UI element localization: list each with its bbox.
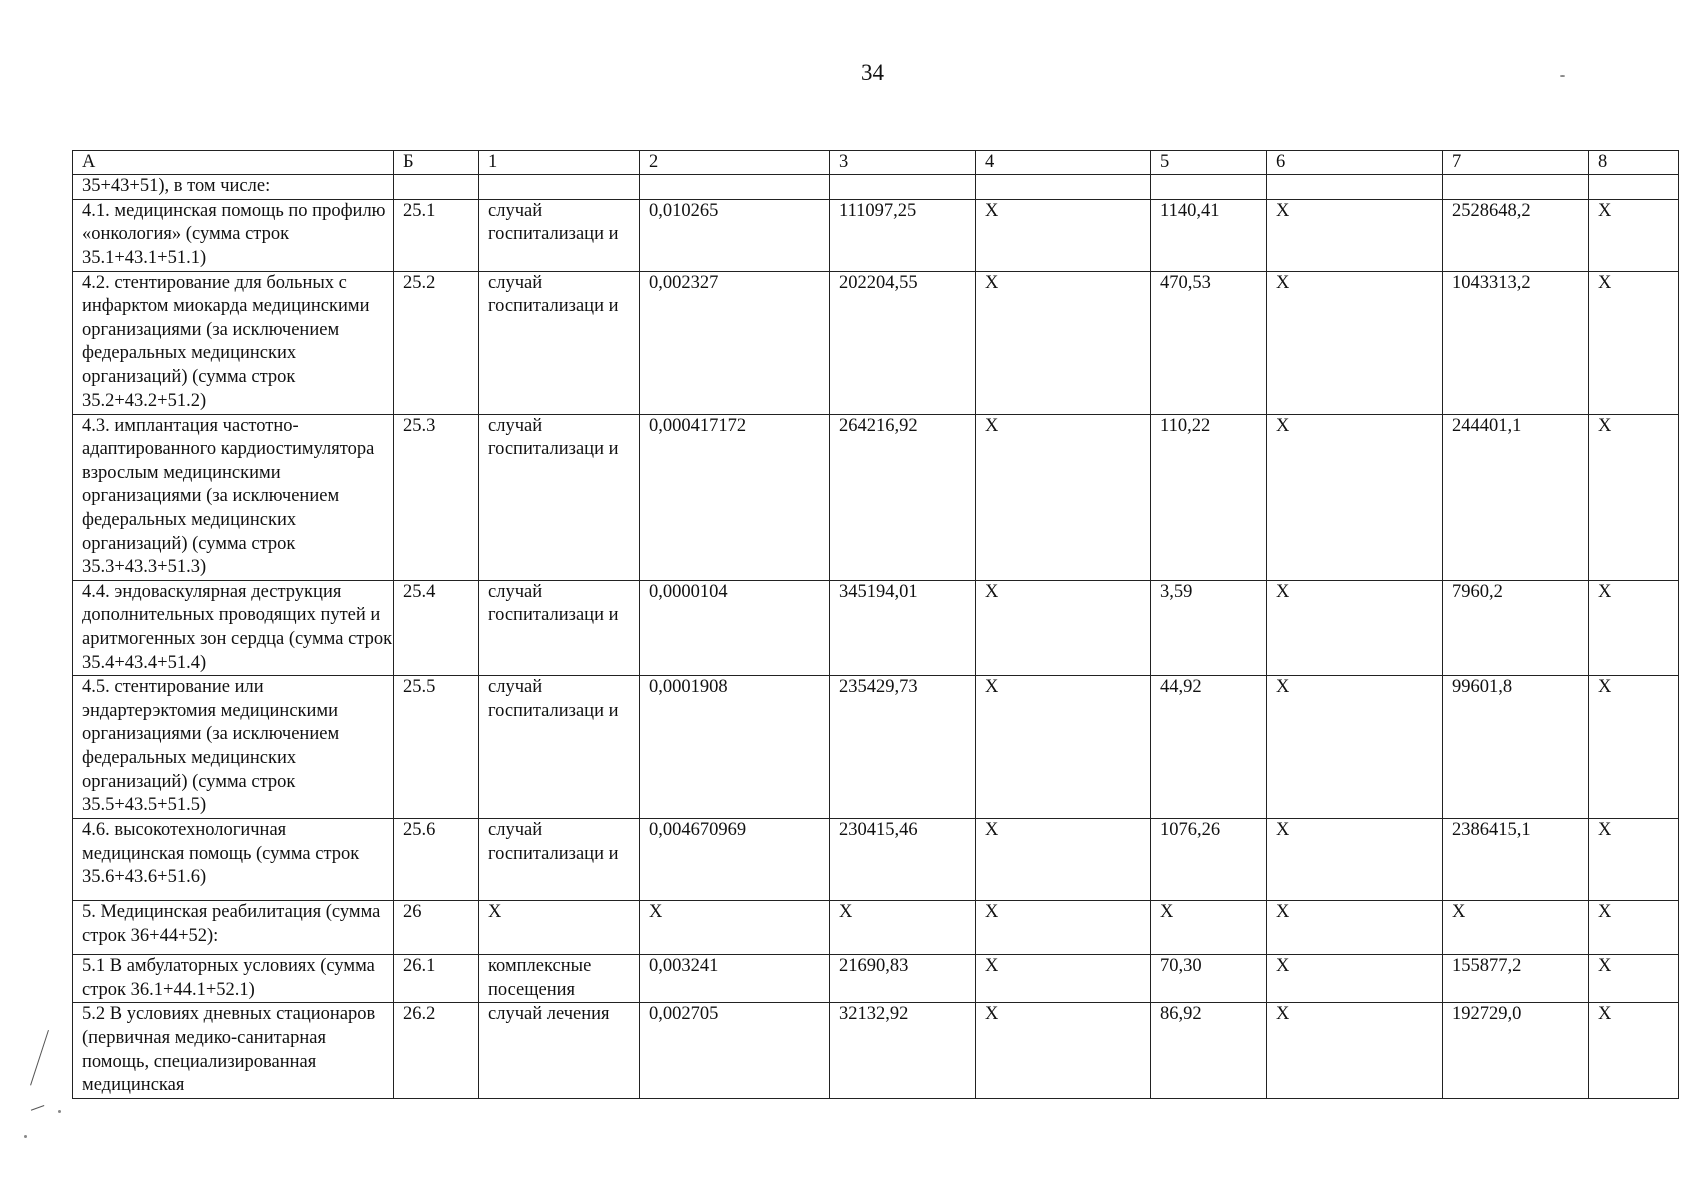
- table-cell: Х: [1589, 676, 1679, 819]
- table-cell: 4.1. медицинская помощь по профилю «онкология» (сумма строк 35.1+43.1+51.1): [73, 199, 394, 271]
- table-cell: 86,92: [1151, 1003, 1267, 1098]
- scan-mark: [30, 1030, 49, 1085]
- table-cell: 4.3. имплантация частотно-адаптированного кардиостимулятора взрослым медицинскими организациями (за исключением федеральных медицинских организаций) (сумма строк 35.3+43.3+51.3): [73, 414, 394, 580]
- table-cell: Х: [1267, 819, 1443, 901]
- table-cell: Х: [1589, 271, 1679, 414]
- table-cell: Х: [1267, 955, 1443, 1003]
- table-cell: 0,002705: [640, 1003, 830, 1098]
- header-row: [73, 151, 1679, 175]
- table-cell: 32132,92: [830, 1003, 976, 1098]
- table-cell: 4.5. стентирование или эндартерэктомия медицинскими организациями (за исключением федеральных медицинских организаций) (сумма строк 35.5+43.5+51.5): [73, 676, 394, 819]
- table-cell: Х: [976, 580, 1151, 675]
- column-header-4: 3: [830, 151, 976, 175]
- table-cell: 25.5: [394, 676, 479, 819]
- table-cell: 2386415,1: [1443, 819, 1589, 901]
- table-row: [73, 414, 1679, 580]
- table-cell: 3,59: [1151, 580, 1267, 675]
- column-header-0: А: [73, 151, 394, 175]
- column-header-3: 2: [640, 151, 830, 175]
- table-cell: 21690,83: [830, 955, 976, 1003]
- table-cell: 0,0000104: [640, 580, 830, 675]
- table-row: [73, 955, 1679, 1003]
- scan-speck: [24, 1135, 27, 1138]
- table-cell: 345194,01: [830, 580, 976, 675]
- table-cell: 5.2 В условиях дневных стационаров (первичная медико-санитарная помощь, специализированная медицинская: [73, 1003, 394, 1098]
- table-cell: Х: [976, 819, 1151, 901]
- table-cell: 7960,2: [1443, 580, 1589, 675]
- table-cell: Х: [479, 901, 640, 955]
- table-cell: 0,002327: [640, 271, 830, 414]
- table-cell: 26.2: [394, 1003, 479, 1098]
- table-cell: Х: [976, 1003, 1151, 1098]
- table-row: [73, 580, 1679, 675]
- table-cell: 25.1: [394, 199, 479, 271]
- table-cell: 1043313,2: [1443, 271, 1589, 414]
- table-cell: 25.4: [394, 580, 479, 675]
- table-cell: 35+43+51), в том числе:: [73, 175, 394, 200]
- table-cell: 1076,26: [1151, 819, 1267, 901]
- column-header-2: 1: [479, 151, 640, 175]
- table-cell: 4.2. стентирование для больных с инфарктом миокарда медицинскими организациями (за исключением федеральных медицинских организаций) (сумма строк 35.2+43.2+51.2): [73, 271, 394, 414]
- table-cell: 99601,8: [1443, 676, 1589, 819]
- table-cell: Х: [1589, 580, 1679, 675]
- table-cell: случай госпитализаци и: [479, 580, 640, 675]
- table-cell: 0,0001908: [640, 676, 830, 819]
- table-cell: Х: [1267, 676, 1443, 819]
- table-cell: Х: [1589, 901, 1679, 955]
- table-cell: 25.2: [394, 271, 479, 414]
- table-cell: 1140,41: [1151, 199, 1267, 271]
- table-cell: Х: [1267, 199, 1443, 271]
- table-cell: Х: [976, 676, 1151, 819]
- data-table: [72, 150, 1679, 1099]
- table-cell: 264216,92: [830, 414, 976, 580]
- continuation-row: [73, 175, 1679, 200]
- table-cell: 4.6. высокотехнологичная медицинская помощь (сумма строк 35.6+43.6+51.6): [73, 819, 394, 901]
- table-cell: случай госпитализаци и: [479, 676, 640, 819]
- table-cell: 5. Медицинская реабилитация (сумма строк 36+44+52):: [73, 901, 394, 955]
- table-row: [73, 819, 1679, 901]
- table-cell: [976, 175, 1151, 200]
- table-cell: 192729,0: [1443, 1003, 1589, 1098]
- table-cell: [640, 175, 830, 200]
- table-cell: случай госпитализаци и: [479, 819, 640, 901]
- table-cell: 155877,2: [1443, 955, 1589, 1003]
- table-cell: [394, 175, 479, 200]
- table-cell: 26.1: [394, 955, 479, 1003]
- table-cell: Х: [1589, 955, 1679, 1003]
- table-cell: Х: [976, 901, 1151, 955]
- table-cell: Х: [1267, 580, 1443, 675]
- table-cell: 0,000417172: [640, 414, 830, 580]
- table-row: [73, 676, 1679, 819]
- column-header-1: Б: [394, 151, 479, 175]
- table-row: [73, 199, 1679, 271]
- table-cell: Х: [976, 199, 1151, 271]
- table-cell: 110,22: [1151, 414, 1267, 580]
- table-cell: Х: [1267, 1003, 1443, 1098]
- column-header-5: 4: [976, 151, 1151, 175]
- table-cell: 26: [394, 901, 479, 955]
- scan-speck: [1560, 75, 1565, 77]
- table-cell: Х: [1589, 1003, 1679, 1098]
- table-cell: Х: [1267, 414, 1443, 580]
- table-cell: 70,30: [1151, 955, 1267, 1003]
- table-row: [73, 271, 1679, 414]
- table-cell: 25.3: [394, 414, 479, 580]
- table-cell: Х: [1151, 901, 1267, 955]
- table-cell: 25.6: [394, 819, 479, 901]
- table-cell: [830, 175, 976, 200]
- table-cell: случай госпитализаци и: [479, 199, 640, 271]
- table-cell: Х: [976, 414, 1151, 580]
- table-cell: Х: [1443, 901, 1589, 955]
- table-cell: случай госпитализаци и: [479, 271, 640, 414]
- table-cell: Х: [830, 901, 976, 955]
- table-row: [73, 1003, 1679, 1098]
- table-cell: [1151, 175, 1267, 200]
- column-header-8: 7: [1443, 151, 1589, 175]
- table-cell: Х: [1589, 199, 1679, 271]
- table-cell: 202204,55: [830, 271, 976, 414]
- scan-mark: [31, 1105, 44, 1111]
- table-cell: 5.1 В амбулаторных условиях (сумма строк 36.1+44.1+52.1): [73, 955, 394, 1003]
- table-cell: Х: [976, 271, 1151, 414]
- page-number: 34: [861, 60, 884, 85]
- table-cell: 0,003241: [640, 955, 830, 1003]
- table-cell: 235429,73: [830, 676, 976, 819]
- table-cell: 2528648,2: [1443, 199, 1589, 271]
- table-cell: Х: [976, 955, 1151, 1003]
- table-cell: 44,92: [1151, 676, 1267, 819]
- table-cell: [1443, 175, 1589, 200]
- table-cell: 470,53: [1151, 271, 1267, 414]
- scan-speck: [58, 1110, 61, 1113]
- table-body: [73, 175, 1679, 1099]
- column-header-7: 6: [1267, 151, 1443, 175]
- table-cell: 244401,1: [1443, 414, 1589, 580]
- table-cell: 0,010265: [640, 199, 830, 271]
- table-cell: 230415,46: [830, 819, 976, 901]
- table-cell: Х: [1267, 901, 1443, 955]
- table-cell: [1589, 175, 1679, 200]
- column-header-9: 8: [1589, 151, 1679, 175]
- table-cell: [1267, 175, 1443, 200]
- table-cell: Х: [1267, 271, 1443, 414]
- table-cell: Х: [1589, 819, 1679, 901]
- table-cell: 111097,25: [830, 199, 976, 271]
- table-cell: 0,004670969: [640, 819, 830, 901]
- table-cell: Х: [640, 901, 830, 955]
- column-header-6: 5: [1151, 151, 1267, 175]
- table-cell: 4.4. эндоваскулярная деструкция дополнительных проводящих путей и аритмогенных зон сердца (сумма строк 35.4+43.4+51.4): [73, 580, 394, 675]
- table-row: [73, 901, 1679, 955]
- table-cell: случай лечения: [479, 1003, 640, 1098]
- table-cell: случай госпитализаци и: [479, 414, 640, 580]
- table-cell: комплексные посещения: [479, 955, 640, 1003]
- table-cell: [479, 175, 640, 200]
- table-cell: Х: [1589, 414, 1679, 580]
